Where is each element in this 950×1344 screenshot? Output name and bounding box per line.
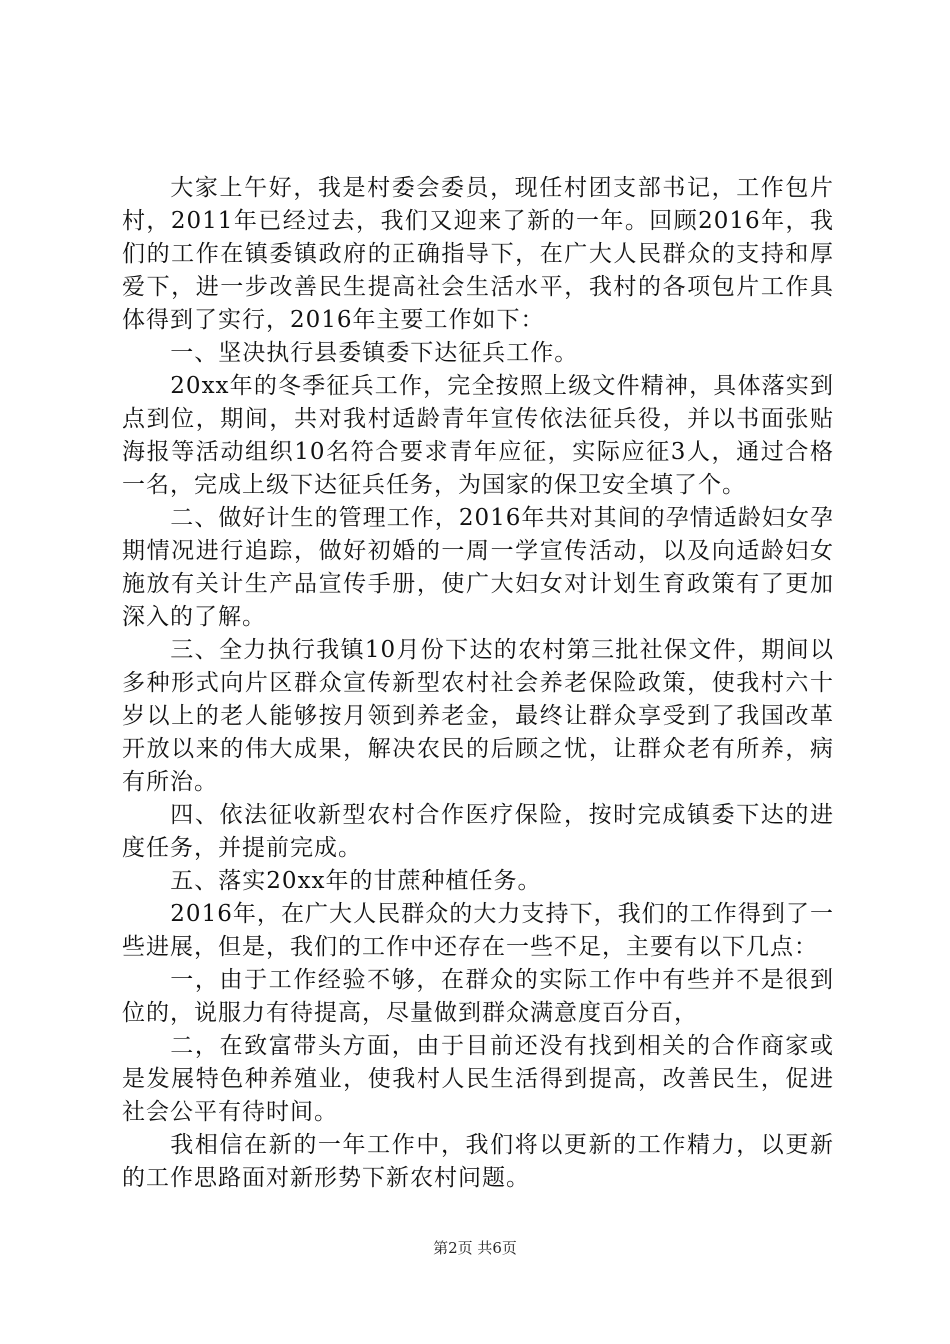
page-number-footer: 第2页 共6页 (433, 1239, 517, 1257)
paragraph-medical-insurance: 四、依法征收新型农村合作医疗保险，按时完成镇委下达的进度任务，并提前完成。 (122, 802, 834, 861)
paragraph-shortcoming-two: 二，在致富带头方面，由于目前还没有找到相关的合作商家或是发展特色种养殖业，使我村人民生活得到提高，改善民生，促进社会公平有待时间。 (122, 1033, 834, 1125)
paragraph-family-planning: 二、做好计生的管理工作，2016年共对其间的孕情适龄妇女孕期情况进行追踪，做好初婚的一周一学宣传活动，以及向适龄妇女施放有关计生产品宣传手册，使广大妇女对计划生育政策有了更加深入的了解。 (122, 505, 834, 630)
paragraph-closing: 我相信在新的一年工作中，我们将以更新的工作精力，以更新的工作思路面对新形势下新农村问题。 (122, 1132, 834, 1191)
paragraph-heading-conscription: 一、坚决执行县委镇委下达征兵工作。 (170, 340, 579, 366)
paragraph-shortcomings-intro: 2016年，在广大人民群众的大力支持下，我们的工作得到了一些进展，但是，我们的工作中还存在一些不足，主要有以下几点： (122, 901, 834, 960)
paragraph-sugarcane: 五、落实20xx年的甘蔗种植任务。 (170, 868, 542, 894)
document-body (122, 172, 834, 1195)
paragraph-conscription-details: 20xx年的冬季征兵工作，完全按照上级文件精神，具体落实到点到位，期间，共对我村适龄青年宣传依法征兵役，并以书面张贴海报等活动组织10名符合要求青年应征，实际应征3人，通过合格一名，完成上级下达征兵任务，为国家的保卫安全填了个。 (122, 373, 834, 498)
paragraph-shortcoming-one: 一，由于工作经验不够，在群众的实际工作中有些并不是很到位的，说服力有待提高，尽量做到群众满意度百分百， (122, 967, 834, 1026)
paragraph-social-insurance: 三、全力执行我镇10月份下达的农村第三批社保文件，期间以多种形式向片区群众宣传新型农村社会养老保险政策，使我村六十岁以上的老人能够按月领到养老金，最终让群众享受到了我国改革开放以来的伟大成果，解决农民的后顾之忧，让群众老有所养，病有所治。 (122, 637, 834, 795)
paragraph-greeting: 大家上午好，我是村委会委员，现任村团支部书记，工作包片村，2011年已经过去，我们又迎来了新的一年。回顾2016年，我们的工作在镇委镇政府的正确指导下，在广大人民群众的支持和厚爱下，进一步改善民生提高社会生活水平，我村的各项包片工作具体得到了实行，2016年主要工作如下： (122, 175, 834, 333)
